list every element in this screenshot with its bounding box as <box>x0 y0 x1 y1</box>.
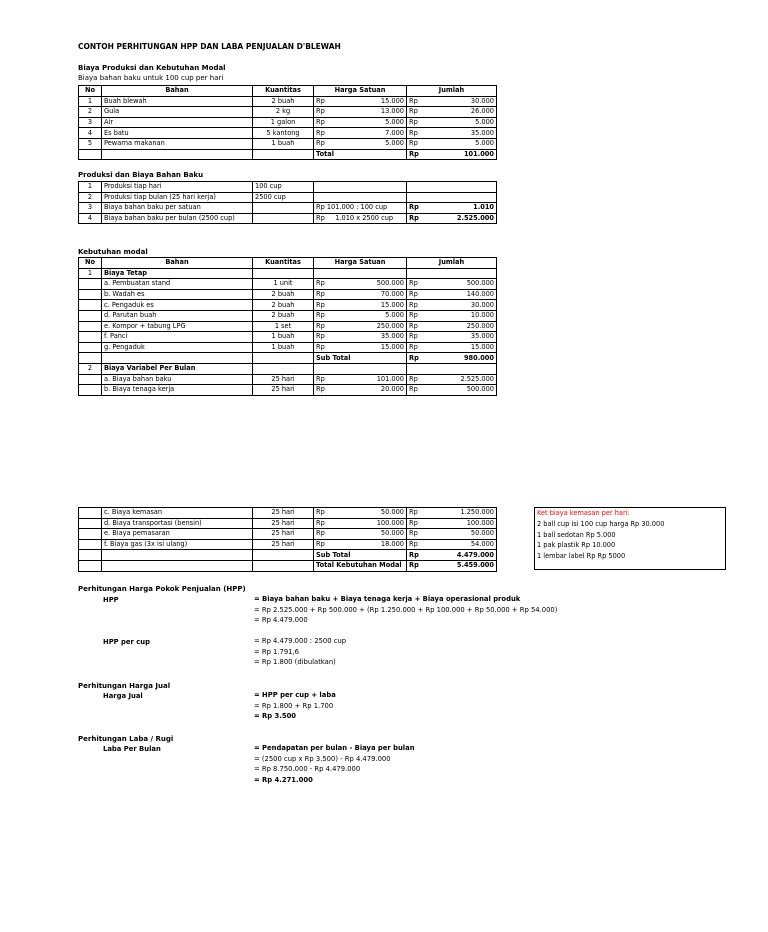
table-header-row <box>79 258 497 269</box>
row-no <box>79 310 102 321</box>
amount-value: 50.000 <box>380 508 404 517</box>
table-row <box>79 128 497 139</box>
amount-value: 35.000 <box>470 128 494 137</box>
grand-total-value: 5.459.000 <box>456 561 494 570</box>
amount-value: 2.525.000 <box>456 214 494 223</box>
amount-value: 35.000 <box>470 332 494 341</box>
amount-value: 5.000 <box>385 311 404 320</box>
total-rp: Rp <box>409 149 419 158</box>
row-calc: Rp 1.010 x 2500 cup <box>314 213 407 224</box>
currency-label: Rp <box>316 139 325 148</box>
row-kuantitas: 1 buah <box>253 138 314 149</box>
row-kuantitas: 5 kantong <box>253 128 314 139</box>
row-no <box>79 374 102 385</box>
currency-label: Rp <box>316 107 325 116</box>
row-kuantitas: 25 hari <box>253 529 314 540</box>
row-bahan: Buah blewah <box>102 96 253 107</box>
currency-label: Rp <box>316 332 325 341</box>
calc-line: = Rp 2.525.000 + Rp 500.000 + (Rp 1.250.000 + Rp 100.000 + Rp 50.000 + Rp 54.000) <box>254 605 558 614</box>
currency-label: Rp <box>409 332 418 341</box>
currency-label: Rp <box>409 321 418 330</box>
group-no: 2 <box>79 363 102 374</box>
amount-value: 5.000 <box>385 118 404 127</box>
row-kuantitas: 2 kg <box>253 107 314 118</box>
currency-label: Rp <box>409 107 418 116</box>
amount-value: 15.000 <box>470 343 494 352</box>
currency-label: Rp <box>316 128 325 137</box>
amount-value: 54.000 <box>470 540 494 549</box>
total-value: 101.000 <box>463 149 494 158</box>
currency-label: Rp <box>409 311 418 320</box>
table-header-row <box>79 86 497 97</box>
row-no <box>79 321 102 332</box>
amount-value: 7.000 <box>385 128 404 137</box>
row-no <box>79 342 102 353</box>
amount-value: 5.000 <box>475 118 494 127</box>
table-kebutuhan-modal-continued <box>78 507 497 572</box>
grand-total-label: Total Kebutuhan Modal <box>314 560 407 571</box>
subtotal-label: Sub Total <box>314 353 407 364</box>
calc-line: = (2500 cup x Rp 3.500) - Rp 4.479.000 <box>254 754 391 763</box>
row-bahan: e. Biaya pemasaran <box>102 529 253 540</box>
amount-value: 5.000 <box>475 139 494 148</box>
table-row <box>79 310 497 321</box>
amount-value: 15.000 <box>380 300 404 309</box>
currency-label: Rp <box>316 385 325 394</box>
row-desc: Biaya bahan baku per bulan (2500 cup) <box>102 213 253 224</box>
harga-jual-heading: Perhitungan Harga Jual <box>78 682 171 690</box>
row-kuantitas <box>253 213 314 224</box>
table-row <box>79 117 497 128</box>
calc-line: = Rp 1.791,6 <box>254 647 299 656</box>
hpp-calculation <box>254 594 557 626</box>
laba-calculation <box>254 743 415 785</box>
row-calc <box>314 182 407 193</box>
currency-label: Rp <box>409 96 418 105</box>
subtotal2-rp: Rp <box>409 550 419 559</box>
calc-line: = Rp 1.800 + Rp 1.700 <box>254 701 334 710</box>
document-title: CONTOH PERHITUNGAN HPP DAN LABA PENJUALAN D'BLEWAH <box>78 42 341 51</box>
row-kuantitas: 1 unit <box>253 279 314 290</box>
row-no: 3 <box>79 117 102 128</box>
table-row <box>79 300 497 311</box>
header-jumlah: Jumlah <box>407 86 497 97</box>
row-no <box>79 300 102 311</box>
note-line: 1 ball sedotan Rp 5.000 <box>537 530 616 539</box>
calc-line: = Pendapatan per bulan - Biaya per bulan <box>254 744 415 752</box>
header-bahan: Bahan <box>102 86 253 97</box>
laba-heading: Perhitungan Laba / Rugi <box>78 735 174 743</box>
amount-value: 250.000 <box>466 321 494 330</box>
row-no <box>79 289 102 300</box>
currency-label: Rp <box>316 343 325 352</box>
row-bahan: b. Biaya tenaga kerja <box>102 385 253 396</box>
currency-label: Rp <box>316 518 325 527</box>
group-no: 1 <box>79 268 102 279</box>
row-kuantitas: 25 hari <box>253 518 314 529</box>
row-no <box>79 508 102 519</box>
table-row <box>79 289 497 300</box>
table-row <box>79 213 497 224</box>
table-row <box>79 508 497 519</box>
subtotal-row <box>79 353 497 364</box>
header-bahan: Bahan <box>102 258 253 269</box>
row-no: 1 <box>79 182 102 193</box>
currency-label: Rp <box>409 300 418 309</box>
calc-line: = Rp 3.500 <box>254 712 297 720</box>
table-row <box>79 107 497 118</box>
section1-heading: Biaya Produksi dan Kebutuhan Modal <box>78 64 226 72</box>
harga-jual-calculation <box>254 690 336 722</box>
amount-value: 70.000 <box>380 290 404 299</box>
group-row-biaya-variabel <box>79 363 497 374</box>
amount-value: 10.000 <box>470 311 494 320</box>
header-harga-satuan: Harga Satuan <box>314 86 407 97</box>
table-row <box>79 138 497 149</box>
table-row <box>79 539 497 550</box>
grand-total-row <box>79 560 497 571</box>
table-row <box>79 529 497 540</box>
amount-value: 100.000 <box>376 518 404 527</box>
total-label: Total <box>314 149 407 160</box>
amount-value: 1.010 <box>473 203 494 212</box>
calc-line: = Biaya bahan baku + Biaya tenaga kerja + Biaya operasional produk <box>254 595 521 603</box>
total-row <box>79 149 497 160</box>
row-desc: Biaya bahan baku per satuan <box>102 203 253 214</box>
calc-line: = Rp 4.479.000 <box>254 616 308 624</box>
table-row <box>79 321 497 332</box>
header-harga-satuan: Harga Satuan <box>314 258 407 269</box>
row-kuantitas: 100 cup <box>253 182 314 193</box>
header-no: No <box>79 258 102 269</box>
row-bahan: Pewarna makanan <box>102 138 253 149</box>
row-no <box>79 385 102 396</box>
row-no <box>79 332 102 343</box>
amount-value: 15.000 <box>380 96 404 105</box>
currency-label: Rp <box>409 118 418 127</box>
amount-value: 50.000 <box>380 529 404 538</box>
group-label: Biaya Tetap <box>102 268 253 279</box>
currency-label: Rp <box>409 529 418 538</box>
row-kuantitas: 2 buah <box>253 300 314 311</box>
row-no: 2 <box>79 107 102 118</box>
calc-line: = Rp 4.479.000 : 2500 cup <box>254 637 347 645</box>
row-bahan: c. Biaya kemasan <box>102 508 253 519</box>
currency-label: Rp <box>316 290 325 299</box>
currency-label: Rp <box>316 311 325 320</box>
grand-total-rp: Rp <box>409 561 419 570</box>
header-jumlah: Jumlah <box>407 258 497 269</box>
currency-label: Rp <box>409 343 418 352</box>
currency-label: Rp <box>409 139 418 148</box>
amount-value: 13.000 <box>380 107 404 116</box>
row-kuantitas: 2 buah <box>253 310 314 321</box>
currency-label: Rp <box>316 118 325 127</box>
row-bahan: e. Kompor + tabung LPG <box>102 321 253 332</box>
row-bahan: d. Biaya transportasi (bensin) <box>102 518 253 529</box>
row-bahan: b. Wadah es <box>102 289 253 300</box>
currency-label: Rp <box>316 529 325 538</box>
row-bahan: a. Pembuatan stand <box>102 279 253 290</box>
row-desc: Produksi tiap hari <box>102 182 253 193</box>
note-line: 1 pak plastik Rp 10.000 <box>537 541 616 550</box>
calc-line: = Rp 8.750.000 - Rp 4.479.000 <box>254 765 361 773</box>
currency-label: Rp <box>409 128 418 137</box>
row-kuantitas <box>253 203 314 214</box>
hpp-cup-calculation <box>254 636 346 668</box>
amount-value: 35.000 <box>380 332 404 341</box>
header-no: No <box>79 86 102 97</box>
table-row <box>79 385 497 396</box>
row-no <box>79 529 102 540</box>
currency-label: Rp <box>409 540 418 549</box>
header-kuantitas: Kuantitas <box>253 258 314 269</box>
row-bahan: d. Parutan buah <box>102 310 253 321</box>
currency-label: Rp <box>409 279 418 288</box>
row-calc <box>314 192 407 203</box>
amount-value: 500.000 <box>376 279 404 288</box>
currency-label: Rp <box>316 540 325 549</box>
row-kuantitas: 1 set <box>253 321 314 332</box>
section1-subheading: Biaya bahan baku untuk 100 cup per hari <box>78 74 224 82</box>
currency-label: Rp <box>409 508 418 517</box>
header-kuantitas: Kuantitas <box>253 86 314 97</box>
row-bahan: a. Biaya bahan baku <box>102 374 253 385</box>
row-bahan: Gula <box>102 107 253 118</box>
row-kuantitas: 2 buah <box>253 289 314 300</box>
row-no <box>79 539 102 550</box>
row-no: 3 <box>79 203 102 214</box>
row-no: 5 <box>79 138 102 149</box>
subtotal2-row <box>79 550 497 561</box>
amount-value: 20.000 <box>380 385 404 394</box>
row-calc: Rp 101.000 : 100 cup <box>314 203 407 214</box>
hpp-cup-label: HPP per cup <box>103 638 150 646</box>
laba-label: Laba Per Bulan <box>103 745 161 753</box>
amount-value: 140.000 <box>466 290 494 299</box>
hpp-heading: Perhitungan Harga Pokok Penjualan (HPP) <box>78 585 246 593</box>
row-bahan: Es batu <box>102 128 253 139</box>
table-produksi <box>78 181 497 224</box>
amount-value: 30.000 <box>470 300 494 309</box>
row-kuantitas: 2500 cup <box>253 192 314 203</box>
table-bahan-baku <box>78 85 497 160</box>
amount-value: 15.000 <box>380 343 404 352</box>
row-bahan: f. Panci <box>102 332 253 343</box>
row-kuantitas: 25 hari <box>253 539 314 550</box>
amount-value: 500.000 <box>466 279 494 288</box>
currency-label: Rp <box>316 279 325 288</box>
row-kuantitas: 25 hari <box>253 374 314 385</box>
table-row <box>79 96 497 107</box>
currency-label: Rp <box>409 214 419 223</box>
amount-value: 26.000 <box>470 107 494 116</box>
currency-label: Rp <box>409 385 418 394</box>
row-bahan: c. Pengaduk es <box>102 300 253 311</box>
currency-label: Rp <box>409 290 418 299</box>
amount-value: 50.000 <box>470 529 494 538</box>
amount-value: 1.250.000 <box>460 508 494 517</box>
row-desc: Produksi tiap bulan (25 hari kerja) <box>102 192 253 203</box>
harga-jual-label: Harga Jual <box>103 692 143 700</box>
note-line: 2 ball cup isi 100 cup harga Rp 30.000 <box>537 519 665 528</box>
subtotal-value: 980.000 <box>463 353 494 362</box>
table-row <box>79 342 497 353</box>
table-row <box>79 332 497 343</box>
note-title: Ket biaya kemasan per hari: <box>537 509 630 517</box>
row-kuantitas: 1 buah <box>253 342 314 353</box>
currency-label: Rp <box>409 203 419 212</box>
row-kuantitas: 2 buah <box>253 96 314 107</box>
row-no: 1 <box>79 96 102 107</box>
row-no <box>79 279 102 290</box>
currency-label: Rp <box>316 321 325 330</box>
note-line: 1 lembar label Rp Rp 5000 <box>537 552 626 561</box>
row-bahan: g. Pengaduk <box>102 342 253 353</box>
amount-value: 18.000 <box>380 540 404 549</box>
subtotal2-label: Sub Total <box>314 550 407 561</box>
row-no: 2 <box>79 192 102 203</box>
amount-value: 5.000 <box>385 139 404 148</box>
subtotal2-value: 4.479.000 <box>456 550 494 559</box>
amount-value: 30.000 <box>470 96 494 105</box>
table-row <box>79 182 497 193</box>
section2-heading: Produksi dan Biaya Bahan Baku <box>78 171 204 179</box>
row-no: 4 <box>79 128 102 139</box>
currency-label: Rp <box>316 374 325 383</box>
currency-label: Rp <box>316 96 325 105</box>
subtotal-rp: Rp <box>409 353 419 362</box>
currency-label: Rp <box>316 508 325 517</box>
row-no: 4 <box>79 213 102 224</box>
packaging-note-box <box>534 507 726 570</box>
row-kuantitas: 25 hari <box>253 385 314 396</box>
calc-line: = Rp 4.271.000 <box>254 775 313 784</box>
section3-heading: Kebutuhan modal <box>78 248 148 256</box>
table-row <box>79 203 497 214</box>
amount-value: 101.000 <box>376 374 404 383</box>
calc-line: = HPP per cup + laba <box>254 691 336 699</box>
row-kuantitas: 1 buah <box>253 332 314 343</box>
hpp-label: HPP <box>103 596 119 604</box>
row-kuantitas: 1 galon <box>253 117 314 128</box>
table-row <box>79 518 497 529</box>
table-row <box>79 192 497 203</box>
table-row <box>79 374 497 385</box>
currency-label: Rp <box>409 518 418 527</box>
table-row <box>79 279 497 290</box>
row-bahan: f. Biaya gas (3x isi ulang) <box>102 539 253 550</box>
row-bahan: Air <box>102 117 253 128</box>
currency-label: Rp <box>409 374 418 383</box>
currency-label: Rp <box>316 300 325 309</box>
amount-value: 2.525.000 <box>460 374 494 383</box>
amount-value: 250.000 <box>376 321 404 330</box>
group-row-biaya-tetap <box>79 268 497 279</box>
table-kebutuhan-modal <box>78 257 497 396</box>
row-no <box>79 518 102 529</box>
group-label: Biaya Variabel Per Bulan <box>102 363 253 374</box>
row-kuantitas: 25 hari <box>253 508 314 519</box>
amount-value: 100.000 <box>466 518 494 527</box>
amount-value: 500.000 <box>466 385 494 394</box>
calc-line: = Rp 1.800 (dibulatkan) <box>254 658 336 666</box>
